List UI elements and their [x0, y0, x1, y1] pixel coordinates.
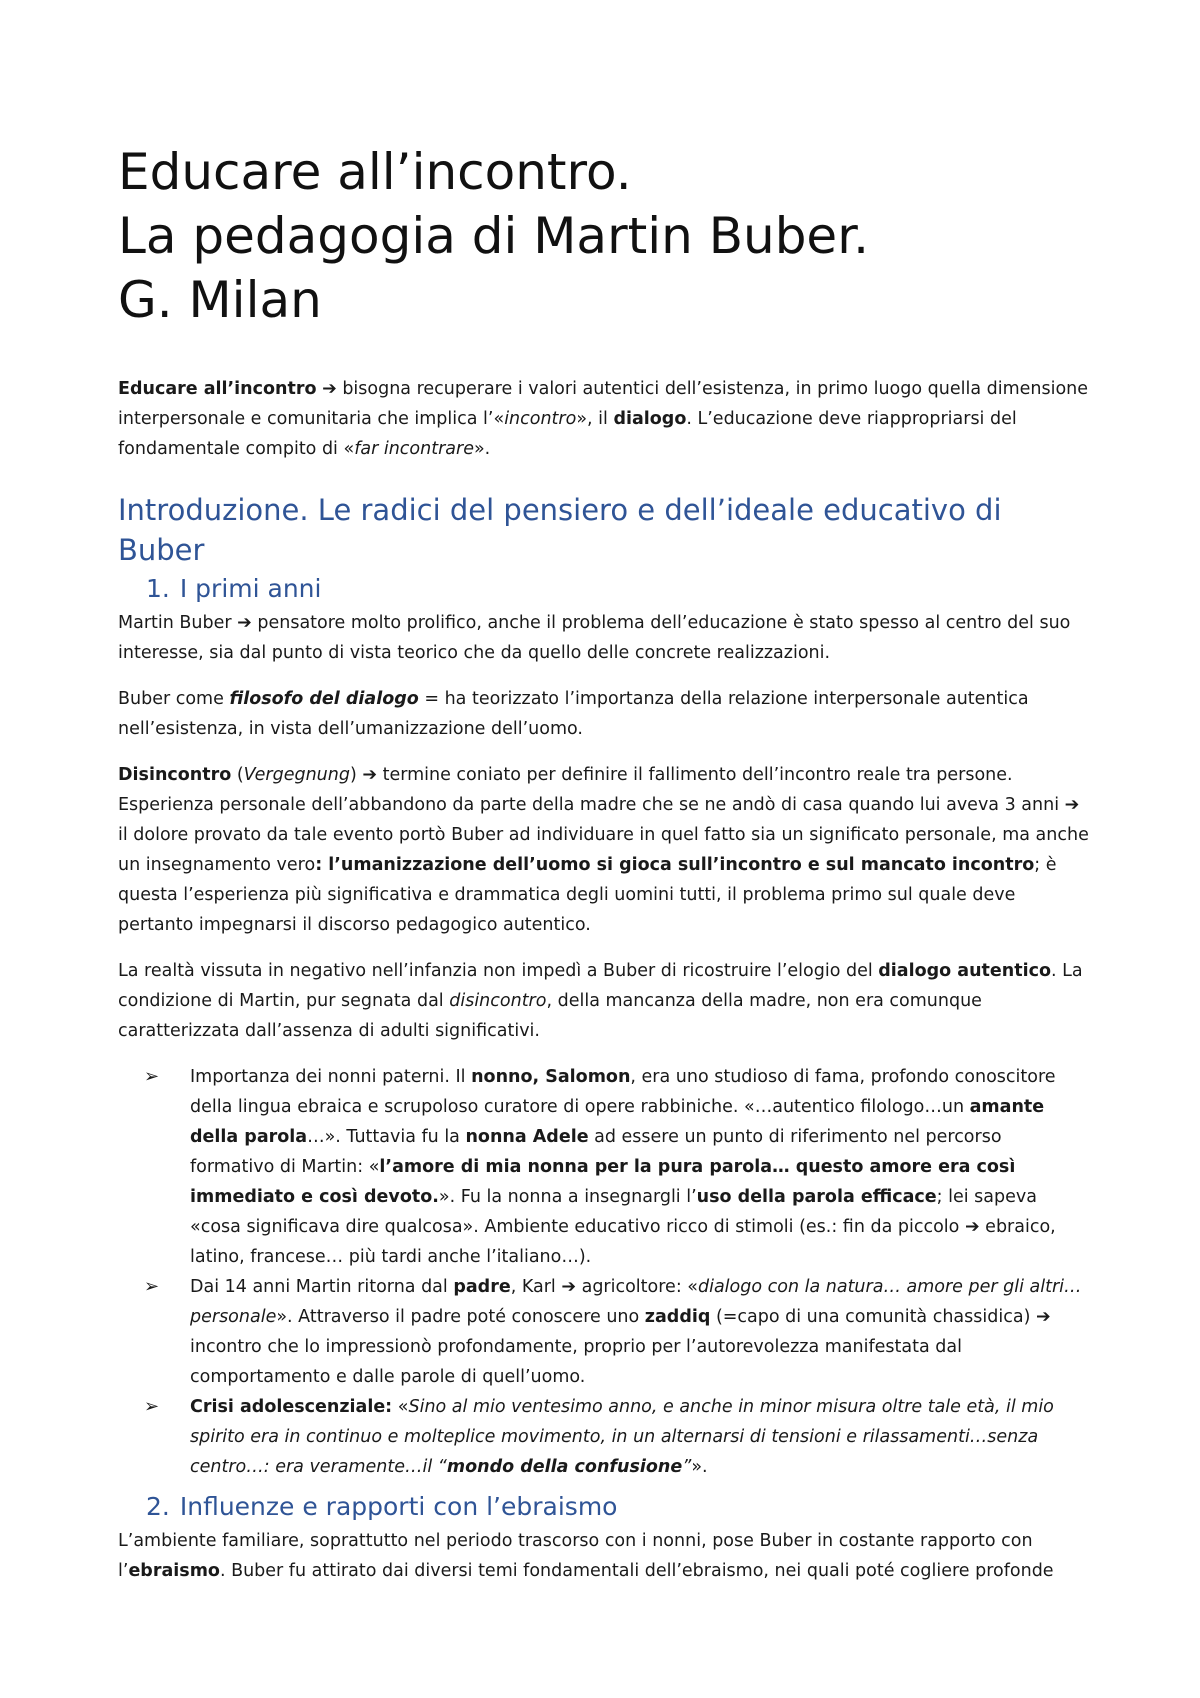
b3-italic-1: Sino al mio ventesimo anno, e anche in minor misura oltre tale età, il mio spirito era in continuo e molteplice movimento, in un alternarsi di tensioni e rilassamenti…senza centro…: era veramente…il “: [190, 1397, 1054, 1477]
intro-italic-2: far incontrare: [354, 439, 474, 459]
subheading-number: 2.: [146, 1492, 170, 1521]
p3-text-4: il dolore provato da tale evento portò Buber ad individuare in quel fatto sia un significato personale, ma anche un insegnamento vero: [118, 825, 1089, 875]
title-line-3: G. Milan: [118, 271, 322, 329]
p2-bold-italic: filosofo del dialogo: [229, 689, 419, 709]
p3-text-1: (: [231, 765, 244, 785]
p3-text-2: ): [349, 765, 363, 785]
b2-bold-1: padre: [453, 1277, 511, 1297]
b1-text-1: Importanza dei nonni paterni. Il: [190, 1067, 472, 1087]
b3-text-2: ».: [691, 1457, 708, 1477]
arrow-right-icon: ➔: [964, 1217, 980, 1237]
b2-text-5: (=capo di una comunità chassidica): [710, 1307, 1036, 1327]
paragraph-martin-buber: [118, 608, 1090, 668]
subheading-text: Influenze e rapporti con l’ebraismo: [179, 1492, 618, 1521]
intro-text-4: ».: [473, 439, 491, 459]
paragraph-ambiente-familiare: [118, 1526, 1090, 1586]
p3-italic-1: Vergegnung: [243, 765, 350, 785]
b1-bold-4: l’amore di mia nonna per la pura parola… questo amore era così immediato e così devoto.: [190, 1157, 1016, 1207]
title-line-1: Educare all’incontro.: [118, 143, 632, 201]
subheading-primi-anni: [146, 572, 1090, 606]
b1-text-7: ebraico, latino, francese… più tardi anche l’italiano…).: [190, 1217, 1056, 1267]
p5-text-2: . Buber fu attirato dai diversi temi fondamentali dell’ebraismo, nei quali poté cogliere profonde: [219, 1561, 1054, 1581]
intro-text-3: . L’educazione deve riappropriarsi del fondamentale compito di «: [118, 409, 1017, 459]
p1-text-1: Martin Buber: [118, 613, 238, 633]
p1-text-2: pensatore molto prolifico, anche il problema dell’educazione è stato spesso al centro del suo interesse, sia dal punto di vista teorico che da quello delle concrete realizzazioni.: [118, 613, 1071, 663]
p3-text-5: ; è questa l’esperienza più significativa e drammatica degli uomini tutti, il problema primo sul quale deve pertanto impegnarsi il discorso pedagogico autentico.: [118, 855, 1057, 935]
arrow-right-icon: ➔: [561, 1277, 577, 1297]
b1-text-2: , era uno studioso di fama, profondo conoscitore della lingua ebraica e scrupoloso curatore di opere rabbiniche. «…autentico filologo…un: [190, 1067, 1056, 1117]
b1-bold-5: uso della parola efficace: [696, 1187, 937, 1207]
b1-text-3: …». Tuttavia fu la: [307, 1127, 466, 1147]
arrow-right-icon: ➔: [1064, 795, 1080, 815]
b1-text-6: ; lei sapeva «cosa significava dire qualcosa». Ambiente educativo ricco di stimoli (es.: fin da piccolo: [190, 1187, 1037, 1237]
b3-text-1: «: [392, 1397, 409, 1417]
p4-text-3: , della mancanza della madre, non era comunque caratterizzata dall’assenza di adulti significativi.: [118, 991, 982, 1041]
list-item: [144, 1062, 1090, 1272]
p4-bold-1: dialogo autentico: [878, 961, 1051, 981]
p5-bold-1: ebraismo: [128, 1561, 220, 1581]
b2-italic-1: dialogo con la natura… amore per gli altri…personale: [190, 1277, 1082, 1327]
subheading-influenze-ebraismo: [146, 1490, 1090, 1524]
intro-italic-1: incontro: [504, 409, 577, 429]
intro-paragraph: [118, 374, 1090, 464]
b2-text-6: incontro che lo impressionò profondamente, proprio per l’autorevolezza manifestata dal comportamento e dalle parole di quell’uomo.: [190, 1337, 962, 1387]
arrow-right-icon: ➔: [322, 379, 337, 399]
p3-bold-1: Disincontro: [118, 765, 232, 785]
intro-bold-2: dialogo: [613, 409, 687, 429]
arrow-right-icon: ➔: [237, 613, 252, 633]
list-item: [144, 1272, 1090, 1392]
subheading-text: I primi anni: [179, 574, 322, 603]
b1-bold-2: amante della parola: [190, 1097, 1045, 1147]
list-item: [144, 1392, 1090, 1482]
p4-text-1: La realtà vissuta in negativo nell’infanzia non impedì a Buber di ricostruire l’elogio del: [118, 961, 879, 981]
b3-bold-italic: mondo della confusione: [446, 1457, 683, 1477]
b2-text-1: Dai 14 anni Martin ritorna dal: [190, 1277, 454, 1297]
b1-text-5: ». Fu la nonna a insegnargli l’: [438, 1187, 697, 1207]
paragraph-filosofo-dialogo: [118, 684, 1090, 744]
document-title: [118, 140, 1090, 332]
intro-text-1: bisogna recuperare i valori autentici dell’esistenza, in primo luogo quella dimensione interpersonale e comunitaria che implica l’«: [118, 379, 1089, 429]
p4-italic-1: disincontro: [449, 991, 547, 1011]
intro-text-2: », il: [576, 409, 614, 429]
subheading-number: 1.: [146, 574, 170, 603]
b2-text-4: ». Attraverso il padre poté conoscere uno: [276, 1307, 645, 1327]
p3-bold-2: : l’umanizzazione dell’uomo si gioca sull’incontro e sul mancato incontro: [315, 855, 1035, 875]
b2-text-3: agricoltore: «: [576, 1277, 698, 1297]
bullet-list: [118, 1062, 1090, 1482]
section-heading-introduzione: Introduzione. Le radici del pensiero e dell’ideale educativo di Buber: [118, 493, 1002, 567]
title-line-2: La pedagogia di Martin Buber.: [118, 207, 870, 265]
b1-bold-3: nonna Adele: [465, 1127, 589, 1147]
arrowhead-bullet-icon: ➢: [144, 1066, 160, 1087]
arrowhead-bullet-icon: ➢: [144, 1396, 160, 1417]
b1-bold-1: nonno, Salomon: [471, 1067, 631, 1087]
p2-text-2: = ha teorizzato l’importanza della relazione interpersonale autentica nell’esistenza, in vista dell’umanizzazione dell’uomo.: [118, 689, 1029, 739]
p5-text-1: L’ambiente familiare, soprattutto nel periodo trascorso con i nonni, pose Buber in costante rapporto con l’: [118, 1531, 1033, 1581]
b3-bold-1: Crisi adolescenziale:: [190, 1397, 393, 1417]
p4-text-2: . La condizione di Martin, pur segnata dal: [118, 961, 1083, 1011]
arrow-right-icon: ➔: [362, 765, 378, 785]
paragraph-disincontro: [118, 760, 1090, 940]
arrow-right-icon: ➔: [1035, 1307, 1051, 1327]
b1-text-4: ad essere un punto di riferimento nel percorso formativo di Martin: «: [190, 1127, 1002, 1177]
p3-text-3: termine coniato per definire il fallimento dell’incontro reale tra persone. Esperienza personale dell’abbandono da parte della madre che se ne andò di casa quando lui aveva 3 anni: [118, 765, 1065, 815]
paragraph-realta-vissuta: [118, 956, 1090, 1046]
intro-bold-term: Educare all’incontro: [118, 379, 317, 399]
arrowhead-bullet-icon: ➢: [144, 1276, 160, 1297]
b2-bold-2: zaddiq: [644, 1307, 711, 1327]
b3-italic-2: ”: [682, 1457, 692, 1477]
p2-text-1: Buber come: [118, 689, 230, 709]
b2-text-2: , Karl: [510, 1277, 562, 1297]
